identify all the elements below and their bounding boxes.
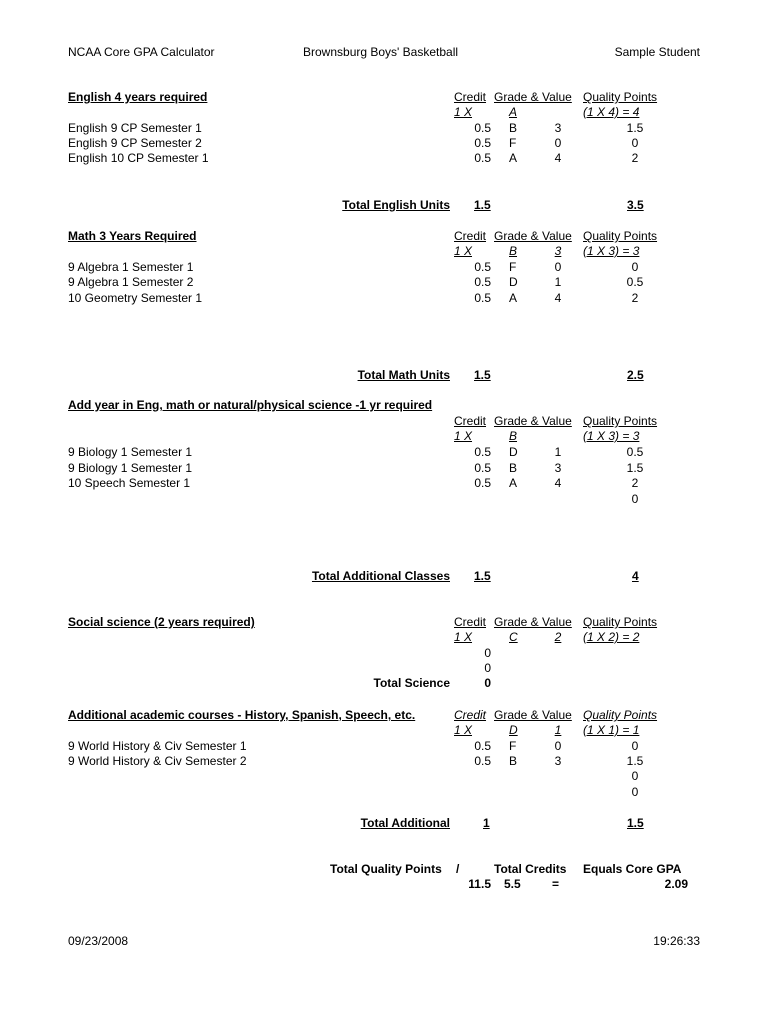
summary-total-credits: 5.5 (504, 877, 521, 891)
course-name: English 9 CP Semester 2 (68, 136, 202, 150)
math-total-qp: 2.5 (627, 368, 644, 382)
math-credit-mult: 1 X (454, 244, 473, 258)
header-center: Brownsburg Boys' Basketball (303, 45, 459, 59)
math-total-units: 1.5 (474, 368, 491, 382)
credit-value: 0.5 (474, 151, 491, 165)
grade-letter: B (509, 461, 518, 475)
academic-qp-formula: (1 X 1) = 1 (583, 723, 640, 737)
course-name: 9 World History & Civ Semester 1 (68, 739, 247, 753)
addyear-credit-header: Credit (454, 414, 487, 428)
summary-total-qp: 11.5 (468, 877, 491, 891)
english-grade-letter: A (509, 105, 518, 119)
credit-value: 0.5 (474, 445, 491, 459)
additional-year-title: Add year in Eng, math or natural/physical science -1 yr required (68, 398, 433, 412)
summary-gpa-label: Equals Core GPA (583, 862, 682, 876)
social-credit-mult: 1 X (454, 630, 473, 644)
math-credit-header: Credit (454, 229, 487, 243)
grade-letter: A (509, 476, 518, 490)
quality-points: 0 (631, 769, 639, 783)
academic-title: Additional academic courses - History, Spanish, Speech, etc. (68, 708, 416, 722)
academic-total-units: 1 (483, 816, 490, 830)
quality-points: 2 (631, 476, 639, 490)
grade-letter: D (509, 275, 518, 289)
course-name: 9 Algebra 1 Semester 2 (68, 275, 194, 289)
grade-value: 3 (554, 754, 562, 768)
summary-slash: / (456, 862, 460, 876)
social-total-units: 0 (484, 676, 491, 690)
grade-value: 0 (554, 260, 562, 274)
quality-points: 0 (631, 492, 639, 506)
quality-points: 1.5 (626, 754, 644, 768)
quality-points: 2 (631, 291, 639, 305)
credit-value: 0 (484, 661, 491, 675)
addyear-grade-letter: B (509, 429, 518, 443)
grade-value: 3 (554, 121, 562, 135)
grade-letter: D (509, 445, 518, 459)
quality-points: 0 (631, 260, 639, 274)
social-grade-num: 2 (554, 630, 562, 644)
math-grade-letter: B (509, 244, 518, 258)
quality-points: 1.5 (626, 461, 644, 475)
course-name: 9 World History & Civ Semester 2 (68, 754, 247, 768)
credit-value: 0.5 (474, 754, 491, 768)
academic-qp-header: Quality Points (583, 708, 658, 722)
summary-gpa: 2.09 (664, 877, 688, 891)
credit-value: 0.5 (474, 291, 491, 305)
credit-value: 0.5 (474, 275, 491, 289)
math-grade-num: 3 (554, 244, 562, 258)
credit-value: 0 (484, 646, 491, 660)
credit-value: 0.5 (474, 260, 491, 274)
grade-letter: F (509, 260, 517, 274)
course-name: 9 Biology 1 Semester 1 (68, 461, 193, 475)
social-grade-letter: C (509, 630, 518, 644)
grade-letter: F (509, 136, 517, 150)
footer-date: 09/23/2008 (68, 934, 129, 948)
social-total-label: Total Science (373, 676, 450, 690)
english-total-units: 1.5 (474, 198, 491, 212)
math-qp-formula: (1 X 3) = 3 (583, 244, 640, 258)
english-qp-header: Quality Points (583, 90, 658, 104)
math-title: Math 3 Years Required (68, 229, 197, 243)
grade-letter: F (509, 739, 517, 753)
credit-value: 0.5 (474, 136, 491, 150)
summary-credits-label: Total Credits (494, 862, 567, 876)
academic-total-label: Total Additional (360, 816, 450, 830)
grade-value: 4 (554, 476, 562, 490)
quality-points: 0.5 (626, 275, 644, 289)
academic-credit-mult: 1 X (454, 723, 473, 737)
social-qp-header: Quality Points (583, 615, 658, 629)
quality-points: 0 (631, 785, 639, 799)
addyear-qp-header: Quality Points (583, 414, 658, 428)
addyear-credit-mult: 1 X (454, 429, 473, 443)
grade-letter: A (509, 151, 518, 165)
social-qp-formula: (1 X 2) = 2 (583, 630, 640, 644)
quality-points: 2 (631, 151, 639, 165)
english-total-label: Total English Units (342, 198, 450, 212)
course-name: 10 Geometry Semester 1 (68, 291, 203, 305)
grade-letter: B (509, 121, 518, 135)
math-total-label: Total Math Units (357, 368, 450, 382)
grade-value: 1 (554, 445, 562, 459)
academic-grade-num: 1 (554, 723, 562, 737)
english-credit-header: Credit (454, 90, 487, 104)
english-title: English 4 years required (68, 90, 208, 104)
addyear-grade-header: Grade & Value (494, 414, 572, 428)
credit-value: 0.5 (474, 476, 491, 490)
grade-value: 1 (554, 275, 562, 289)
footer-time: 19:26:33 (653, 934, 700, 948)
grade-value: 4 (554, 291, 562, 305)
credit-value: 0.5 (474, 121, 491, 135)
grade-value: 3 (554, 461, 562, 475)
addyear-total-label: Total Additional Classes (311, 569, 450, 583)
credit-value: 0.5 (474, 739, 491, 753)
addyear-total-units: 1.5 (474, 569, 491, 583)
grade-value: 0 (554, 739, 562, 753)
grade-letter: B (509, 754, 518, 768)
course-name: English 10 CP Semester 1 (68, 151, 209, 165)
quality-points: 0.5 (626, 445, 644, 459)
summary-qp-label: Total Quality Points (330, 862, 442, 876)
course-name: 9 Algebra 1 Semester 1 (68, 260, 194, 274)
quality-points: 0 (631, 739, 639, 753)
academic-credit-header: Credit (454, 708, 487, 722)
social-science-title: Social science (2 years required) (68, 615, 255, 629)
english-credit-mult: 1 X (454, 105, 473, 119)
social-credit-header: Credit (454, 615, 487, 629)
header-right: Sample Student (614, 45, 700, 59)
addyear-qp-formula: (1 X 3) = 3 (583, 429, 640, 443)
academic-grade-letter: D (509, 723, 518, 737)
course-name: English 9 CP Semester 1 (68, 121, 202, 135)
social-grade-header: Grade & Value (494, 615, 572, 629)
quality-points: 1.5 (626, 121, 644, 135)
math-qp-header: Quality Points (583, 229, 658, 243)
header-left: NCAA Core GPA Calculator (68, 45, 215, 59)
academic-total-qp: 1.5 (627, 816, 644, 830)
grade-value: 4 (554, 151, 562, 165)
english-grade-header: Grade & Value (494, 90, 572, 104)
math-grade-header: Grade & Value (494, 229, 572, 243)
english-qp-formula: (1 X 4) = 4 (583, 105, 640, 119)
credit-value: 0.5 (474, 461, 491, 475)
course-name: 9 Biology 1 Semester 1 (68, 445, 193, 459)
course-name: 10 Speech Semester 1 (68, 476, 191, 490)
quality-points: 0 (631, 136, 639, 150)
summary-equals: = (552, 877, 560, 891)
addyear-total-qp: 4 (632, 569, 639, 583)
academic-grade-header: Grade & Value (494, 708, 572, 722)
english-total-qp: 3.5 (627, 198, 644, 212)
grade-value: 0 (554, 136, 562, 150)
grade-letter: A (509, 291, 518, 305)
